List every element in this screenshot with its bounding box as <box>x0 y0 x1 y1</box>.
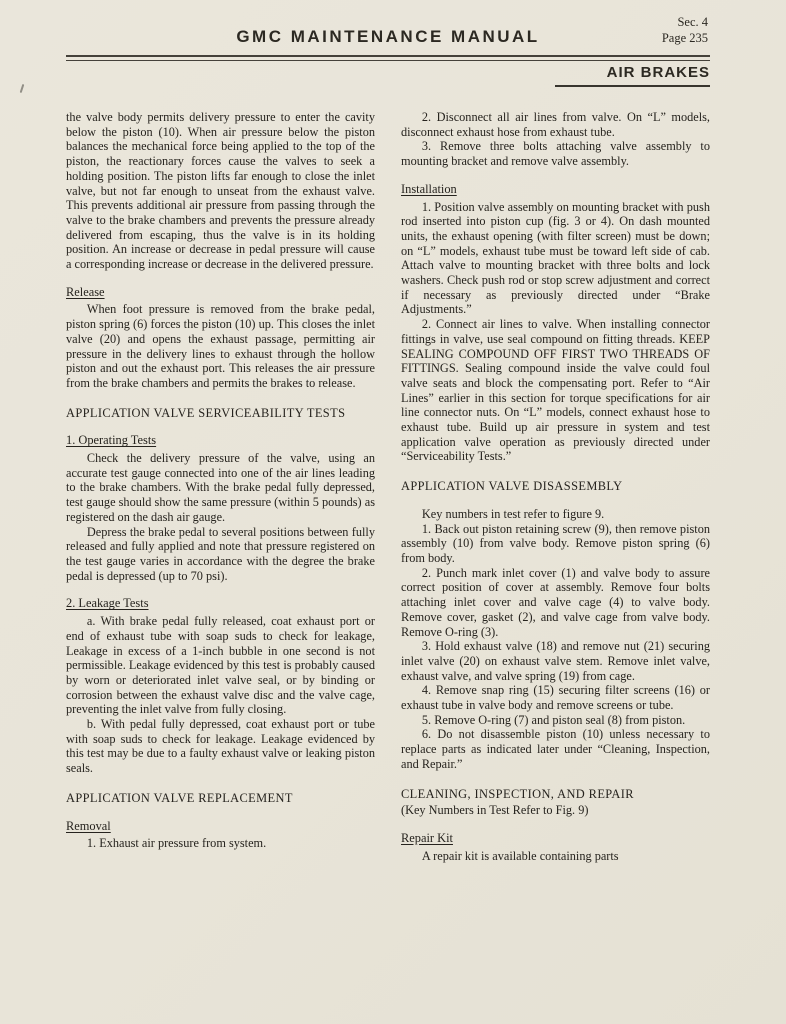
heading-removal: Removal <box>66 818 111 833</box>
section-number: Sec. 4 <box>677 15 708 29</box>
paragraph-removal-step-1: 1. Exhaust air pressure from system. <box>86 836 267 851</box>
section-title-underline <box>555 64 710 87</box>
heading-cleaning-inspection-repair: CLEANING, INSPECTION, AND REPAIR <box>401 786 634 801</box>
paragraph-installation-step-2: 2. Connect air lines to valve. When installing connector fittings in valve, use seal compound on fitting threads. KEEP SEALING COMPOUND OFF FIRST TWO THREADS OF FITTINGS. Sealing compound inside the valve could foul valve seats and block the compensating port. Refer to “Air Lines” earlier in this section for torque specifications for air line connector nuts. On “L” models, connect exhaust hose to exhaust tube. Build up air pressure in system and test application valve operation as previously directed under “Serviceability Tests.” <box>401 317 710 464</box>
manual-title: GMC MAINTENANCE MANUAL <box>236 27 540 46</box>
paragraph-leakage-test-b: b. With pedal fully depressed, coat exhaust port or tube with soap suds to check for leakage. Leakage evidenced by this test may be due to a faulty exhaust valve or leaking piston seals. <box>66 717 375 776</box>
header-double-rule <box>66 55 710 61</box>
paragraph-operating-tests-1: Check the delivery pressure of the valve, using an accurate test gauge connected into one of the air lines leading to the brake chambers. With the brake pedal fully depressed, test gauge should show the same pressure (within 5 pounds) as registered on the dash air gauge. <box>66 451 375 524</box>
text-columns <box>66 110 710 863</box>
section-title: AIR BRAKES <box>606 64 710 81</box>
heading-repair-kit: Repair Kit <box>401 830 453 845</box>
heading-serviceability-tests: APPLICATION VALVE SERVICEABILITY TESTS <box>66 405 346 420</box>
paragraph-disassembly-step-6: 6. Do not disassemble piston (10) unless necessary to replace parts as indicated later under “Cleaning, Inspection, and Repair.” <box>401 727 710 771</box>
paragraph-installation-step-1: 1. Position valve assembly on mounting bracket with push rod inserted into piston cup (fig. 3 or 4). On dash mounted units, the exhaust opening (with filter screen) must be down; on “L” models, exhaust tube must be toward left side of cab. Attach valve to mounting bracket with three bolts and lock washers. Check push rod or stop screw adjustment and correct if necessary as previously directed under “Brake Adjustments.” <box>401 199 710 317</box>
left-column <box>66 110 375 863</box>
paragraph-removal-step-3: 3. Remove three bolts attaching valve assembly to mounting bracket and remove valve assembly. <box>401 139 710 169</box>
paragraph-operating-tests-2: Depress the brake pedal to several positions between fully released and fully applied and note that pressure registered on the test gauge varies in accordance with the degree the brake pedal is depressed (up to 70 psi). <box>66 524 375 583</box>
heading-leakage-tests: 2. Leakage Tests <box>66 596 149 611</box>
paragraph-key-numbers: Key numbers in test refer to figure 9. <box>421 506 605 521</box>
page-number: Page 235 <box>661 31 708 45</box>
heading-valve-disassembly: APPLICATION VALVE DISASSEMBLY <box>401 479 623 494</box>
right-column <box>401 110 710 863</box>
page-info <box>662 14 708 46</box>
paragraph-disassembly-step-3: 3. Hold exhaust valve (18) and remove nut (21) securing inlet valve (20) on exhaust valve stem. Remove inlet valve, exhaust valve, and valve spring (19) from cage. <box>401 639 710 683</box>
paragraph-disassembly-step-1: 1. Back out piston retaining screw (9), then remove piston assembly (10) from valve body. Remove piston spring (6) from body. <box>401 521 710 565</box>
paragraph-disassembly-step-2: 2. Punch mark inlet cover (1) and valve body to assure correct position of cover at assembly. Remove four bolts attaching inlet cover and valve cage (4) to valve body. Remove cover, gasket (2), and valve cage from valve body. Remove O-ring (3). <box>401 565 710 639</box>
paragraph-key-numbers-fig9: (Key Numbers in Test Refer to Fig. 9) <box>401 803 589 818</box>
paragraph-removal-step-2: 2. Disconnect all air lines from valve. On “L” models, disconnect exhaust hose from exhaust tube. <box>401 110 710 139</box>
paragraph-disassembly-step-5: 5. Remove O-ring (7) and piston seal (8) from piston. <box>421 712 686 727</box>
heading-release: Release <box>66 284 105 299</box>
paragraph-leakage-test-a: a. With brake pedal fully released, coat exhaust port or end of exhaust tube with soap suds to check for leakage, Leakage in excess of a 1-inch bubble in one second is not permissible. Leakage evidenced by this test is probably caused by worn or deteriorated inlet valve seal, or by binding or corrosion between the exhaust valve disc and the valve cage, preventing the inlet valve from fully closing. <box>66 614 375 717</box>
heading-installation: Installation <box>401 181 457 196</box>
page-header <box>66 14 710 50</box>
paragraph-disassembly-step-4: 4. Remove snap ring (15) securing filter screens (16) or exhaust tube in valve body and remove screens or tube. <box>401 683 710 713</box>
paragraph-repair-kit: A repair kit is available containing parts <box>421 848 619 863</box>
heading-valve-replacement: APPLICATION VALVE REPLACEMENT <box>66 790 293 805</box>
section-banner <box>66 64 710 90</box>
paragraph-release: When foot pressure is removed from the brake pedal, piston spring (6) forces the piston (10) up. This closes the inlet valve (20) and opens the exhaust passage, permitting air pressure in the delivery lines to exhaust through the hollow piston and out the exhaust port. This releases the air pressure from the brake chambers and permits the brakes to release. <box>66 302 375 390</box>
paragraph-holding-position: the valve body permits delivery pressure to enter the cavity below the piston (10). When air pressure below the piston balances the mechanical force being applied to the top of the piston, the reactionary forces cause the valves to seek a holding position. The piston lifts far enough to close the inlet valve, but not far enough to unseat from the exhaust valve. This prevents additional air pressure from passing through the valve to the brake chambers and prevents the pressure already delivered from escaping, thus the valve is in its holding position. An increase or decrease in pedal pressure will cause a corresponding increase or decrease in the delivered pressure. <box>66 110 375 272</box>
heading-operating-tests: 1. Operating Tests <box>66 433 157 448</box>
pencil-mark <box>20 84 25 93</box>
